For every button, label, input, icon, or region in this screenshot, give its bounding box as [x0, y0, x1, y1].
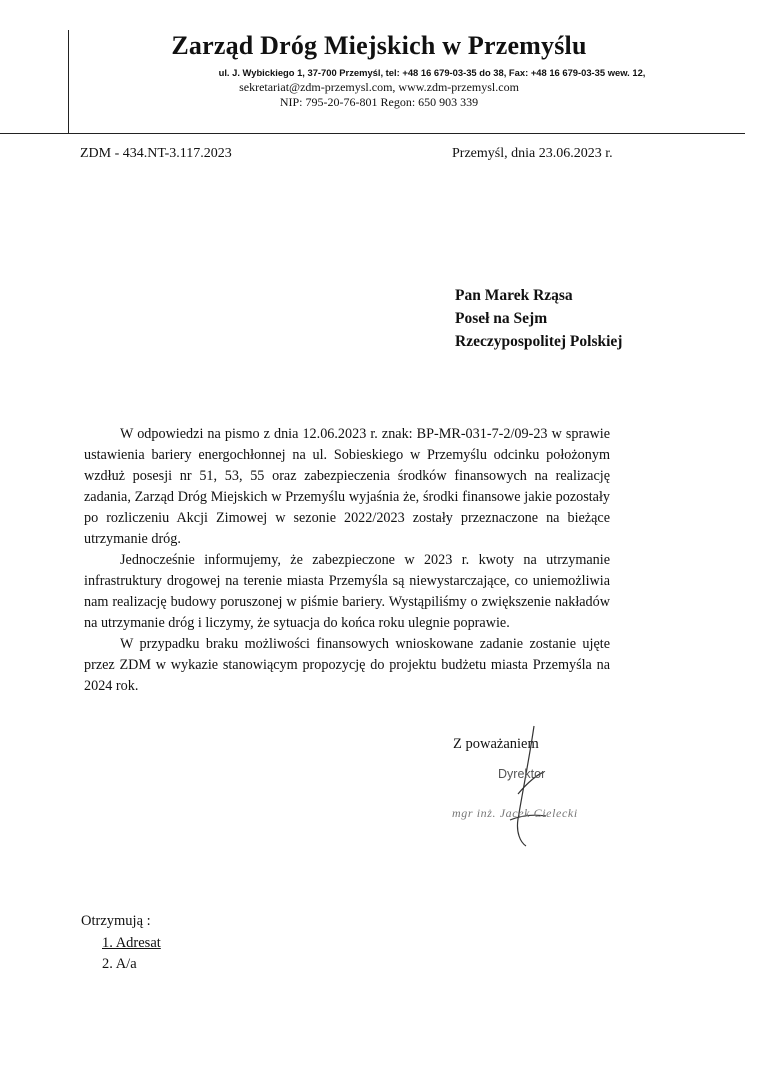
list-item: 2. A/a: [102, 956, 137, 972]
organization-address: ul. J. Wybickiego 1, 37-700 Przemyśl, tel: +48 16 679-03-35 do 38, Fax: +48 16 679-03-35 wew. 12,: [218, 67, 646, 78]
handwritten-signature: [500, 724, 560, 854]
organization-name: Zarząd Dróg Miejskich w Przemyślu: [171, 31, 587, 60]
reference-number: ZDM - 434.NT-3.117.2023: [80, 146, 232, 161]
header-horizontal-rule: [0, 133, 745, 134]
closing-greeting: Z poważaniem: [453, 736, 539, 752]
organization-contacts: sekretariat@zdm-przemysl.com, www.zdm-przemysl.com: [239, 80, 519, 94]
list-item: 1. Adresat: [102, 935, 161, 951]
recipient-name: Pan Marek Rząsa: [455, 287, 573, 304]
recipient-institution: Rzeczypospolitej Polskiej: [455, 333, 623, 350]
recipient-title: Poseł na Sejm: [455, 310, 548, 327]
organization-nip-regon: NIP: 795-20-76-801 Regon: 650 903 339: [279, 95, 479, 109]
letter-body: [84, 424, 610, 697]
signature-title: Dyrektor: [498, 767, 546, 781]
recipients-list: [102, 933, 161, 975]
recipient-block: [455, 284, 622, 353]
place-and-date: Przemyśl, dnia 23.06.2023 r.: [452, 146, 613, 161]
body-paragraph: W odpowiedzi na pismo z dnia 12.06.2023 r. znak: BP-MR-031-7-2/09-23 w sprawie ustawienia bariery energochłonnej na ul. Sobieskiego w Przemyślu odcinku położonym wzdłuż posesji nr 51, 53, 55 oraz zabezpieczenia środków finansowych na realizację zadania, Zarząd Dróg Miejskich w Przemyślu wyjaśnia że, środki finansowe jakie pozostały po rozliczeniu Akcji Zimowej w sezonie 2022/2023 zostały przeznaczone na bieżące utrzymanie dróg.: [84, 426, 610, 547]
recipients-label: Otrzymują :: [81, 913, 151, 929]
body-paragraph: Jednocześnie informujemy, że zabezpieczone w 2023 r. kwoty na utrzymanie infrastruktury drogowej na terenie miasta Przemyśla są niewystarczające, co uniemożliwia nam realizację budowy poruszonej w piśmie bariery. Wystąpiliśmy o zwiększenie nakładów na utrzymanie dróg i liczymy, że sytuacja do końca roku ulegnie poprawie.: [84, 552, 610, 631]
body-paragraph: W przypadku braku możliwości finansowych wnioskowane zadanie zostanie ujęte przez ZDM w wykazie stanowiącym propozycję do projektu budżetu miasta Przemyśla na 2024 rok.: [84, 636, 610, 694]
signature-name-stamp: mgr inż. Jacek Cielecki: [452, 806, 578, 820]
